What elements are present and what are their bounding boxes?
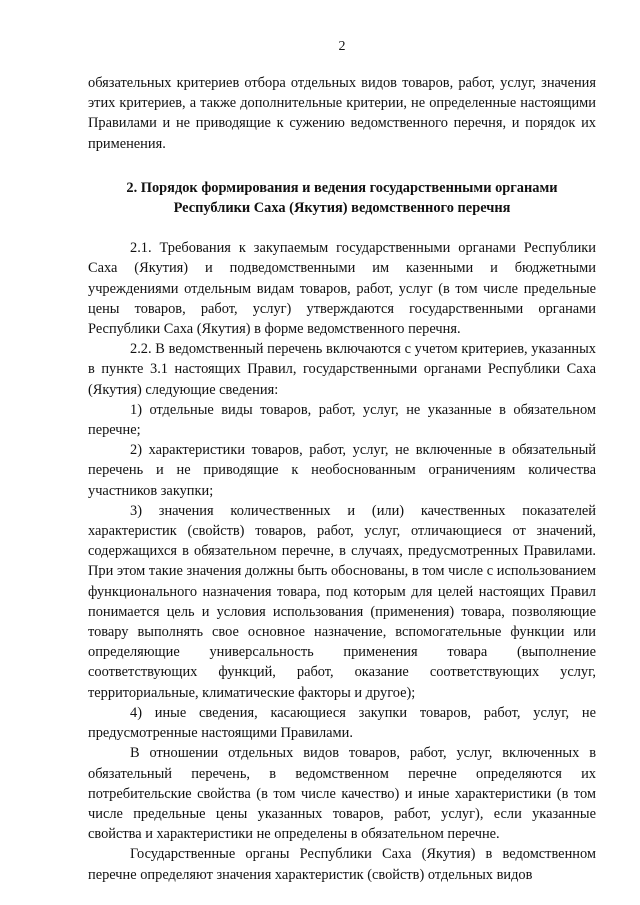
list-item-2: 2) характеристики товаров, работ, услуг, не включенные в обязательный перечень и не приводящие к необоснованным ограничениям количества участников закупки; [88, 442, 596, 499]
paragraph-mandatory-list: В отношении отдельных видов товаров, работ, услуг, включенных в обязательный перечень, в ведомственном перечне определяются их потребительские свойства (в том числе качество) и иные характеристики (в том числе предельные цены указанных товаров, работ, услуг), если указанные свойства и характеристики не определены в обязательном перечне. [88, 745, 596, 843]
section-heading [88, 178, 596, 218]
list-item-3: 3) значения количественных и (или) качественных показателей характеристик (свойств) товаров, работ, услуг, отличающиеся от значений, содержащихся в обязательном перечне, в случаях, предусмотренных Правилами. При этом такие значения должны быть обоснованы, в том числе с использованием функционального назначения товара, под которым для целей настоящих Правил понимается цель и условия использования (применения) товара, позволяющие товару выполнять свое основное назначение, вспомогательные функции или определяющие универсальность применения товара (выполнение соответствующих функций, работ, оказание соответствующих услуг, территориальные, климатические факторы и другое); [88, 502, 596, 701]
paragraph-state-bodies: Государственные органы Республики Саха (Якутия) в ведомственном перечне определяют значения характеристик (свойств) отдельных видов [88, 846, 596, 883]
paragraph-2-2: 2.2. В ведомственный перечень включаются с учетом критериев, указанных в пункте 3.1 настоящих Правил, государственными органами Республики Саха (Якутия) следующие сведения: [88, 341, 596, 398]
document-body [88, 73, 596, 885]
section-heading-line-2: Республики Саха (Якутия) ведомственного перечня [173, 200, 511, 217]
section-heading-line-1: 2. Порядок формирования и ведения государственными органами [126, 179, 558, 196]
intro-paragraph: обязательных критериев отбора отдельных видов товаров, работ, услуг, значения этих критериев, а также дополнительные критерии, не определенные настоящими Правилами и не приводящие к сужению ведомственного перечня, и порядок их применения. [88, 75, 596, 152]
page-number: 2 [338, 39, 346, 54]
list-item-4: 4) иные сведения, касающиеся закупки товаров, работ, услуг, не предусмотренные настоящими Правилами. [88, 704, 596, 742]
list-item-1: 1) отдельные виды товаров, работ, услуг, не указанные в обязательном перечне; [88, 401, 596, 439]
paragraph-2-1: 2.1. Требования к закупаемым государственными органами Республики Саха (Якутия) и подведомственными им казенными и бюджетными учреждениями отдельным видам товаров, работ, услуг (в том числе предельные цены товаров, работ, услуг) утверждаются государственными органами Республики Саха (Якутия) в форме ведомственного перечня. [88, 240, 596, 338]
